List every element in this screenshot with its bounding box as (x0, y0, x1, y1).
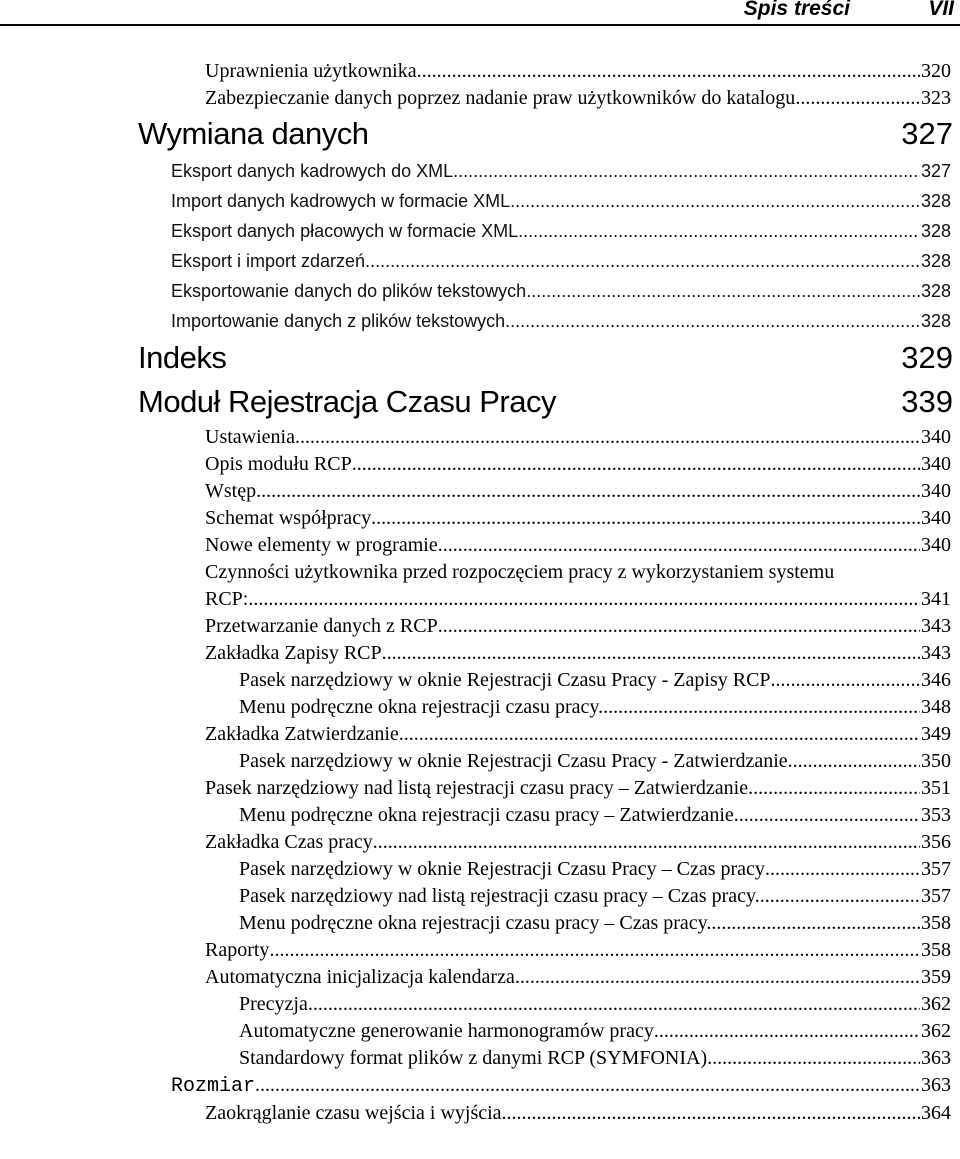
toc-entry-title: Pasek narzędziowy nad listą rejestracji czasu pracy – Zatwierdzanie (205, 777, 749, 799)
toc-entry-text-line[interactable] (0, 559, 960, 586)
toc-entry[interactable] (0, 667, 960, 694)
toc-entry-page-number: 340 (921, 534, 951, 556)
toc-entry-page-number: 357 (921, 885, 951, 907)
toc-entry[interactable] (0, 276, 960, 306)
toc-entry-page-number: 356 (921, 831, 951, 853)
dot-leader (382, 640, 920, 667)
chapter-title: Wymiana danych (138, 116, 369, 151)
toc-entry-title: Zaokrąglanie czasu wejścia i wyjścia. (205, 1102, 507, 1124)
dot-leader (507, 1100, 920, 1127)
dot-leader (526, 276, 920, 306)
toc-entry-title: Raporty (205, 939, 270, 961)
dot-leader (365, 246, 920, 276)
toc-entry[interactable] (0, 85, 960, 112)
toc-entry-title: Zakładka Zatwierdzanie (205, 723, 399, 745)
dot-leader (295, 424, 920, 451)
toc-entry-page-number: 328 (920, 281, 951, 301)
chapter-page-number: 327 (901, 116, 953, 151)
toc-entry-page-number: 348 (921, 696, 951, 718)
toc-entry-title: Import danych kadrowych w formacie XML (171, 191, 511, 211)
dot-leader (771, 667, 920, 694)
table-of-contents (0, 58, 960, 1127)
toc-entry[interactable] (0, 1100, 960, 1127)
toc-entry[interactable] (0, 451, 960, 478)
toc-entry-title: Uprawnienia użytkownika (205, 60, 417, 82)
toc-entry-page-number: 320 (921, 60, 951, 82)
toc-entry-page-number: 323 (921, 87, 951, 109)
toc-entry[interactable] (0, 991, 960, 1018)
toc-entry[interactable] (0, 478, 960, 505)
dot-leader (712, 1045, 920, 1072)
toc-chapter-heading[interactable] (0, 336, 960, 380)
toc-entry[interactable] (0, 694, 960, 721)
toc-entry-title: Ustawienia (205, 426, 295, 448)
toc-entry-page-number: 363 (921, 1074, 951, 1096)
toc-entry[interactable] (0, 910, 960, 937)
running-header (0, 0, 960, 26)
toc-entry-title: Czynności użytkownika przed rozpoczęciem pracy z wykorzystaniem systemu (205, 561, 835, 583)
toc-entry[interactable] (0, 856, 960, 883)
toc-entry[interactable] (0, 964, 960, 991)
toc-entry-page-number: 363 (921, 1047, 951, 1069)
toc-entry-page-number: 343 (921, 615, 951, 637)
toc-entry-title: Eksport i import zdarzeń (171, 251, 366, 271)
toc-entry-title: Pasek narzędziowy nad listą rejestracji czasu pracy – Czas pracy. (239, 885, 760, 907)
toc-entry-page-number: 328 (920, 251, 951, 271)
toc-entry-page-number: 351 (921, 777, 951, 799)
toc-entry[interactable] (0, 775, 960, 802)
toc-entry-title: Schemat współpracy (205, 507, 372, 529)
toc-entry-page-number: 357 (921, 858, 951, 880)
toc-entry-title: Zakładka Czas pracy (205, 831, 373, 853)
toc-entry-page-number: 349 (921, 723, 951, 745)
chapter-title: Indeks (138, 340, 227, 375)
toc-entry-page-number: 328 (920, 191, 951, 211)
toc-entry-title: Wstęp (205, 480, 257, 502)
toc-entry-page-number: 362 (921, 1020, 951, 1042)
toc-entry-page-number: 359 (921, 966, 951, 988)
toc-entry-page-number: 346 (921, 669, 951, 691)
toc-entry-page-number: 340 (921, 426, 951, 448)
toc-entry[interactable] (0, 505, 960, 532)
dot-leader (417, 58, 920, 85)
toc-entry-title: Przetwarzanie danych z RCP (205, 615, 438, 637)
toc-entry-title: Pasek narzędziowy w oknie Rejestracji Czasu Pracy - Zapisy RCP (239, 669, 771, 691)
toc-entry-title: Zabezpieczanie danych poprzez nadanie praw użytkowników do katalogu (205, 87, 796, 109)
dot-leader (788, 748, 920, 775)
toc-entry-title: RCP: (205, 588, 249, 610)
toc-entry[interactable] (0, 246, 960, 276)
dot-leader (373, 829, 920, 856)
toc-entry[interactable] (0, 829, 960, 856)
toc-entry-page-number: 343 (921, 642, 951, 664)
toc-entry[interactable] (0, 640, 960, 667)
toc-entry[interactable] (0, 156, 960, 186)
toc-entry[interactable] (0, 802, 960, 829)
dot-leader (352, 451, 920, 478)
toc-entry-page-number: 328 (920, 221, 951, 241)
toc-entry-title: Automatyczna inicjalizacja kalendarza (205, 966, 515, 988)
dot-leader (515, 964, 920, 991)
toc-entry[interactable] (0, 937, 960, 964)
toc-entry-page-number: 358 (921, 939, 951, 961)
toc-entry-title: Eksport danych płacowych w formacie XML (171, 221, 519, 241)
dot-leader (734, 802, 920, 829)
chapter-page-number: 329 (901, 340, 953, 375)
toc-entry-title: Rozmiar (171, 1075, 256, 1098)
toc-entry-title: Opis modułu RCP (205, 453, 352, 475)
header-page-number: VII (928, 0, 954, 20)
dot-leader (711, 910, 920, 937)
toc-entry[interactable] (0, 613, 960, 640)
toc-entry-title: Pasek narzędziowy w oknie Rejestracji Czasu Pracy - Zatwierdzanie (239, 750, 788, 772)
toc-entry-title: Menu podręczne okna rejestracji czasu pracy – Zatwierdzanie (239, 804, 734, 826)
toc-chapter-heading[interactable] (0, 112, 960, 156)
toc-entry-title: Zakładka Zapisy RCP (205, 642, 382, 664)
toc-entry-title: Menu podręczne okna rejestracji czasu pracy – Czas pracy. (239, 912, 712, 934)
toc-entry-page-number: 328 (920, 311, 951, 331)
toc-entry-page-number: 340 (921, 507, 951, 529)
toc-entry-title: Nowe elementy w programie. (205, 534, 443, 556)
toc-entry-title: Menu podręczne okna rejestracji czasu pracy. (239, 696, 604, 718)
toc-entry-page-number: 358 (921, 912, 951, 934)
toc-entry-title: Standardowy format plików z danymi RCP (SYMFONIA). (239, 1047, 713, 1069)
dot-leader (308, 991, 920, 1018)
dot-leader (603, 694, 920, 721)
toc-entry[interactable] (0, 721, 960, 748)
toc-entry-title: Precyzja (239, 993, 308, 1015)
dot-leader (256, 478, 920, 505)
toc-entry-page-number: 327 (920, 161, 951, 181)
dot-leader (795, 85, 920, 112)
dot-leader (505, 306, 920, 336)
toc-entry[interactable] (0, 1045, 960, 1072)
toc-entry[interactable] (0, 1072, 960, 1100)
toc-entry-page-number: 340 (921, 480, 951, 502)
dot-leader (438, 613, 920, 640)
dot-leader (748, 775, 920, 802)
toc-entry[interactable] (0, 186, 960, 216)
dot-leader (510, 186, 920, 216)
dot-leader (760, 883, 920, 910)
toc-entry-page-number: 364 (921, 1102, 951, 1124)
dot-leader (269, 937, 920, 964)
chapter-page-number: 339 (901, 384, 953, 419)
dot-leader (765, 856, 920, 883)
dot-leader (654, 1018, 920, 1045)
toc-entry-page-number: 340 (921, 453, 951, 475)
toc-entry[interactable] (0, 883, 960, 910)
toc-entry-page-number: 353 (921, 804, 951, 826)
toc-entry-title: Eksport danych kadrowych do XML (171, 161, 454, 181)
toc-entry-title: Importowanie danych z plików tekstowych (171, 311, 506, 331)
dot-leader (255, 1072, 920, 1099)
toc-entry[interactable] (0, 216, 960, 246)
toc-entry[interactable] (0, 532, 960, 559)
toc-chapter-heading[interactable] (0, 380, 960, 424)
toc-entry-title: Pasek narzędziowy w oknie Rejestracji Czasu Pracy – Czas pracy (239, 858, 765, 880)
toc-entry-page-number: 341 (921, 588, 951, 610)
header-section-title: Spis treści (743, 0, 850, 20)
dot-leader (399, 721, 920, 748)
toc-entry[interactable] (0, 306, 960, 336)
chapter-title: Moduł Rejestracja Czasu Pracy (138, 384, 556, 419)
toc-entry-title: Automatyczne generowanie harmonogramów pracy (239, 1020, 654, 1042)
dot-leader (518, 216, 920, 246)
dot-leader (371, 505, 920, 532)
toc-entry[interactable] (0, 424, 960, 451)
toc-entry[interactable] (0, 748, 960, 775)
toc-entry[interactable] (0, 58, 960, 85)
toc-entry-title: Eksportowanie danych do plików tekstowych (171, 281, 527, 301)
toc-entry[interactable] (0, 1018, 960, 1045)
toc-entry[interactable] (0, 586, 960, 613)
dot-leader (248, 586, 920, 613)
toc-entry-page-number: 362 (921, 993, 951, 1015)
dot-leader (453, 156, 920, 186)
toc-entry-page-number: 350 (921, 750, 951, 772)
dot-leader (443, 532, 920, 559)
